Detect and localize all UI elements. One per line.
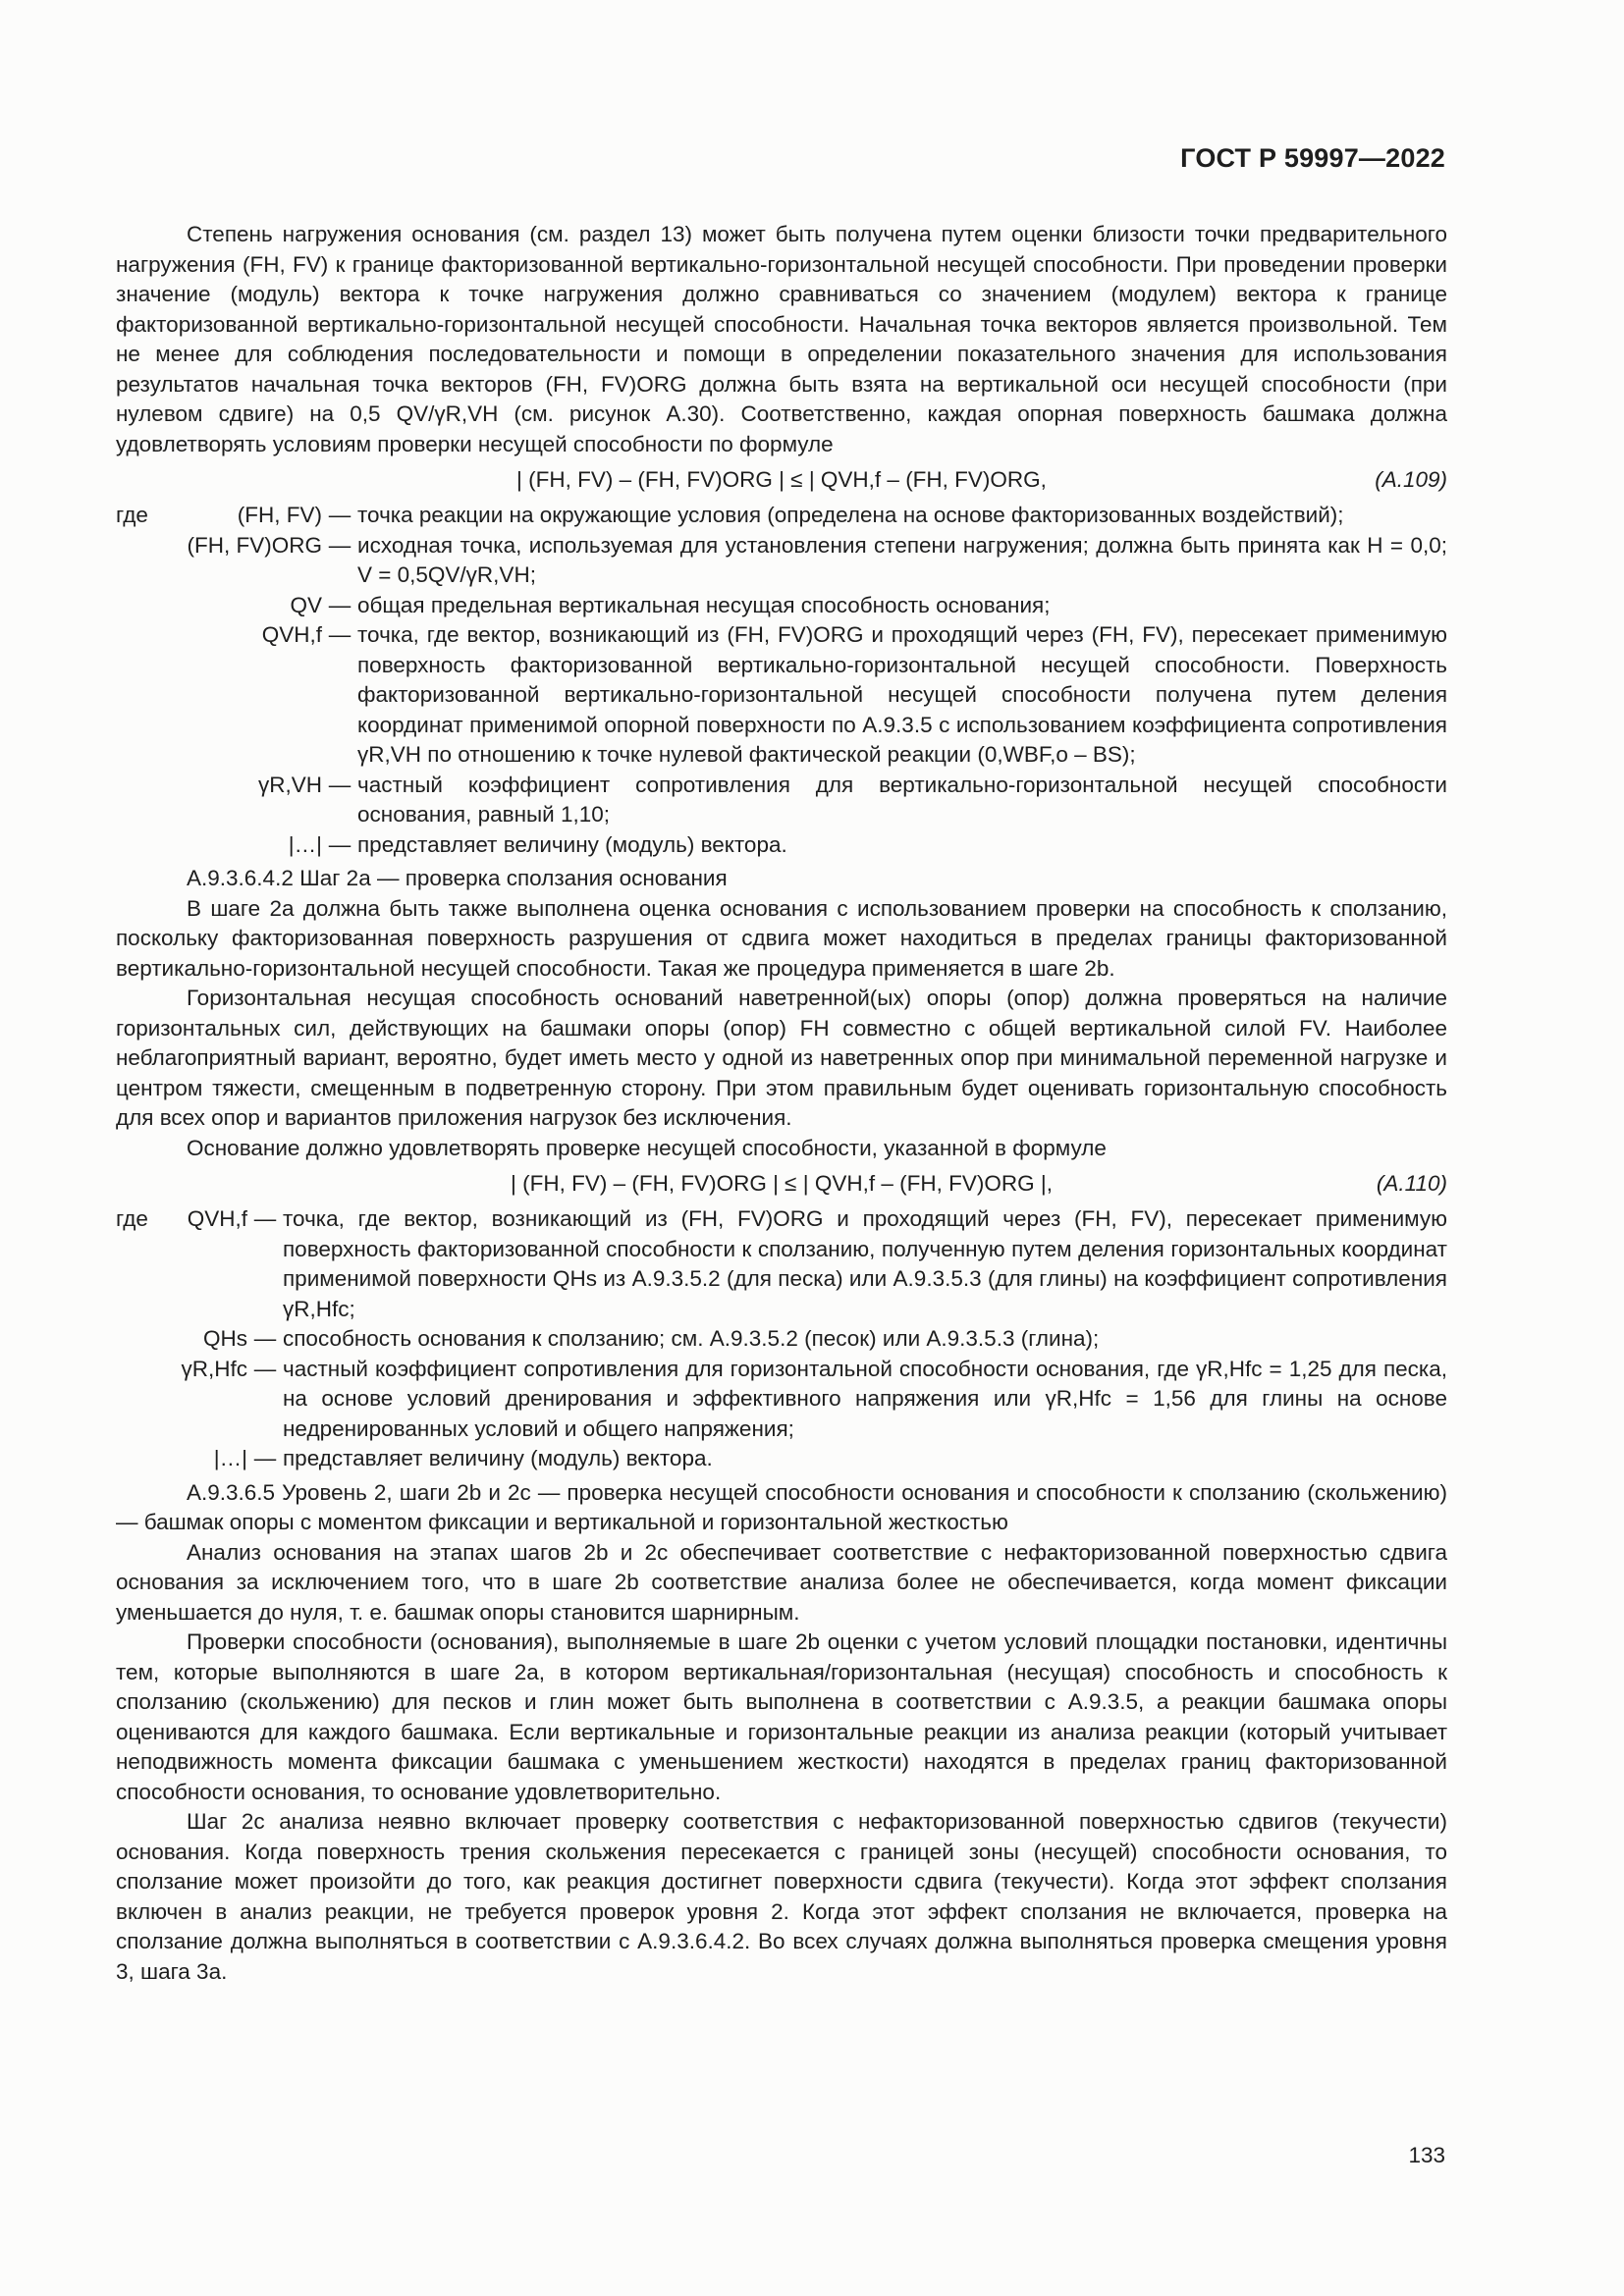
definition-text: точка, где вектор, возникающий из (FH, FV)ORG и проходящий через (FH, FV), пересекает применимую поверхность факторизованной способности к сползанию, полученную путем деления горизонтальных координат применимой поверхности QHs из А.9.3.5.2 (для песка) или А.9.3.5.3 (для глины) на коэффициент сопротивления γR,Hfc; [283, 1206, 1447, 1321]
definition-text: точка реакции на окружающие условия (определена на основе факторизованных воздействий); [357, 503, 1344, 527]
definitions-a110 [116, 1204, 1447, 1474]
definition-symbol: |…| [288, 831, 322, 857]
definition-item [116, 531, 1447, 591]
definition-dash: — [253, 1326, 277, 1351]
definition-text: частный коэффициент сопротивления для горизонтальной способности основания, где γR,Hfc = 1,25 для песка, на основе условий дренирования и эффективного напряжения или γR,Hfc = 1,56 для глины на основе недренированных условий и общего напряжения; [283, 1356, 1447, 1441]
paragraph: Анализ основания на этапах шагов 2b и 2c обеспечивает соответствие с нефакторизованной поверхностью сдвига основания за исключением того, что в шаге 2b соответствие анализа более не обеспечивается, когда момент фиксации уменьшается до нуля, т. е. башмак опоры становится шарнирным. [116, 1539, 1447, 1625]
definition-dash: — [328, 622, 352, 647]
paragraph: Проверки способности (основания), выполняемые в шаге 2b оценки с учетом условий площадки постановки, идентичны тем, которые выполняются в шаге 2a, в котором вертикальная/горизонтальная (несущая) способность и способность к сползанию (скольжению) для песков и глин может быть выполнена в соответствии с А.9.3.5, а реакции башмака опоры оцениваются для каждого башмака. Если вертикальные и горизонтальные реакции из анализа реакции (который учитывает неподвижность момента фиксации башмака с уменьшением жесткости) находятся в пределах границ факторизованной способности основания, то основание удовлетворительно. [116, 1629, 1447, 1804]
definition-item [116, 501, 1447, 531]
definition-item [116, 591, 1447, 621]
where-label: где [116, 1206, 148, 1231]
definition-text: способность основания к сползанию; см. А.9.3.5.2 (песок) или А.9.3.5.3 (глина); [283, 1326, 1100, 1351]
definition-symbol: (FH, FV)ORG [187, 532, 322, 558]
paragraph: Шаг 2c анализа неявно включает проверку соответствия с нефакторизованной поверхностью сдвигов (текучести) основания. Когда поверхность трения скольжения пересекается с границей зоны (несущей) способности основания, то сползание может произойти до того, как реакция достигнет поверхности сдвига (текучести). Когда этот эффект сползания включен в анализ реакции, не требуется проверок уровня 2. Когда этот эффект сползания не включается, проверка на сползание должна выполняться в соответствии с А.9.3.6.4.2. Во всех случаях должна выполняться проверка смещения уровня 3, шага 3a. [116, 1809, 1447, 1984]
definition-dash: — [253, 1356, 277, 1381]
section-heading-a9364-2: А.9.3.6.4.2 Шаг 2a — проверка сползания основания [187, 866, 728, 890]
definition-item [116, 620, 1447, 771]
definition-symbol: QHs [203, 1326, 247, 1351]
standard-header: ГОСТ Р 59997—2022 [1180, 143, 1445, 173]
definition-item [116, 771, 1447, 830]
definition-text: исходная точка, используемая для установления степени нагружения; должна быть принята как H = 0,0; V = 0,5QV/γR,VH; [357, 532, 1447, 587]
definition-dash: — [328, 831, 352, 857]
definition-text: представляет величину (модуль) вектора. [283, 1446, 713, 1470]
definition-symbol: γR,Hfc [181, 1356, 247, 1381]
definition-text: общая предельная вертикальная несущая способность основания; [357, 592, 1051, 617]
definition-item [116, 1324, 1447, 1355]
formula-a110-expression: | (FH, FV) – (FH, FV)ORG | ≤ | QVH,f – (FH, FV)ORG |, [511, 1171, 1053, 1196]
definition-dash: — [253, 1206, 277, 1231]
page-content [116, 220, 1447, 1987]
definition-symbol: γR,VH [257, 772, 322, 797]
definition-item [116, 1355, 1447, 1445]
definition-text: представляет величину (модуль) вектора. [357, 831, 787, 857]
definition-dash: — [328, 503, 352, 527]
definition-dash: — [328, 592, 352, 617]
formula-a109 [116, 463, 1447, 497]
intro-paragraph: Степень нагружения основания (см. раздел 13) может быть получена путем оценки близости точки предварительного нагружения (FH, FV) к границе факторизованной вертикально-горизонтальной несущей способности. При проведении проверки значение (модуль) вектора к точке нагружения должно сравниваться со значением (модулем) вектора к границе факторизованной вертикально-горизонтальной несущей способности. Начальная точка векторов является произвольной. Тем не менее для соблюдения последовательности и помощи в определении показательного значения для использования результатов начальная точка векторов (FH, FV)ORG должна быть взята на вертикальной оси несущей способности (при нулевом сдвиге) на 0,5 QV/γR,VH (см. рисунок А.30). Соответственно, каждая опорная поверхность башмака должна удовлетворять условиям проверки несущей способности по формуле [116, 222, 1447, 456]
paragraph: Горизонтальная несущая способность оснований наветренной(ых) опоры (опор) должна проверяться на наличие горизонтальных сил, действующих на башмаки опоры (опор) FH совместно с общей вертикальной силой FV. Наиболее неблагоприятный вариант, вероятно, будет иметь место у одной из наветренных опор при минимальной переменной нагрузке и центром тяжести, смещенным в подветренную сторону. При этом правильным будет оценивать горизонтальную способность для всех опор и вариантов приложения нагрузок без исключения. [116, 986, 1447, 1130]
section-heading-a9365: А.9.3.6.5 Уровень 2, шаги 2b и 2c — проверка несущей способности основания и способности к сползанию (скольжению) — башмак опоры с моментом фиксации и вертикальной и горизонтальной жесткостью [116, 1479, 1447, 1534]
definition-symbol: QV [290, 592, 322, 617]
definition-symbol: (FH, FV) [237, 503, 322, 527]
definition-text: частный коэффициент сопротивления для вертикально-горизонтальной несущей способности основания, равный 1,10; [357, 772, 1447, 827]
page-number: 133 [1408, 2143, 1445, 2167]
definitions-a109 [116, 501, 1447, 860]
formula-a109-number: (А.109) [1375, 467, 1447, 492]
definition-item [116, 1444, 1447, 1474]
definition-text: точка, где вектор, возникающий из (FH, FV)ORG и проходящий через (FH, FV), пересекает применимую поверхность факторизованной вертикально-горизонтальной несущей способности. Поверхность факторизованной вертикально-горизонтальной несущей способности получена путем деления координат применимой опорной поверхности по А.9.3.5 с использованием коэффициента сопротивления γR,VH по отношению к точке нулевой фактической реакции (0,WBF,o – BS); [357, 622, 1447, 767]
paragraph: В шаге 2a должна быть также выполнена оценка основания с использованием проверки на способность к сползанию, поскольку факторизованная поверхность разрушения от сдвига может находиться в пределах границы факторизованной вертикально-горизонтальной несущей способности. Такая же процедура применяется в шаге 2b. [116, 895, 1447, 981]
definition-symbol: QVH,f [261, 622, 322, 647]
definition-symbol: QVH,f [187, 1206, 247, 1231]
paragraph: Основание должно удовлетворять проверке несущей способности, указанной в формуле [187, 1135, 1107, 1160]
definition-dash: — [328, 532, 352, 558]
formula-a110-number: (А.110) [1376, 1171, 1447, 1196]
definition-symbol: |…| [213, 1446, 247, 1470]
definition-item [116, 1204, 1447, 1324]
definition-dash: — [253, 1446, 277, 1470]
formula-a109-expression: | (FH, FV) – (FH, FV)ORG | ≤ | QVH,f – (FH, FV)ORG, [516, 467, 1047, 492]
definition-item [116, 830, 1447, 861]
where-label: где [116, 503, 148, 527]
formula-a110 [116, 1167, 1447, 1201]
definition-dash: — [328, 772, 352, 797]
